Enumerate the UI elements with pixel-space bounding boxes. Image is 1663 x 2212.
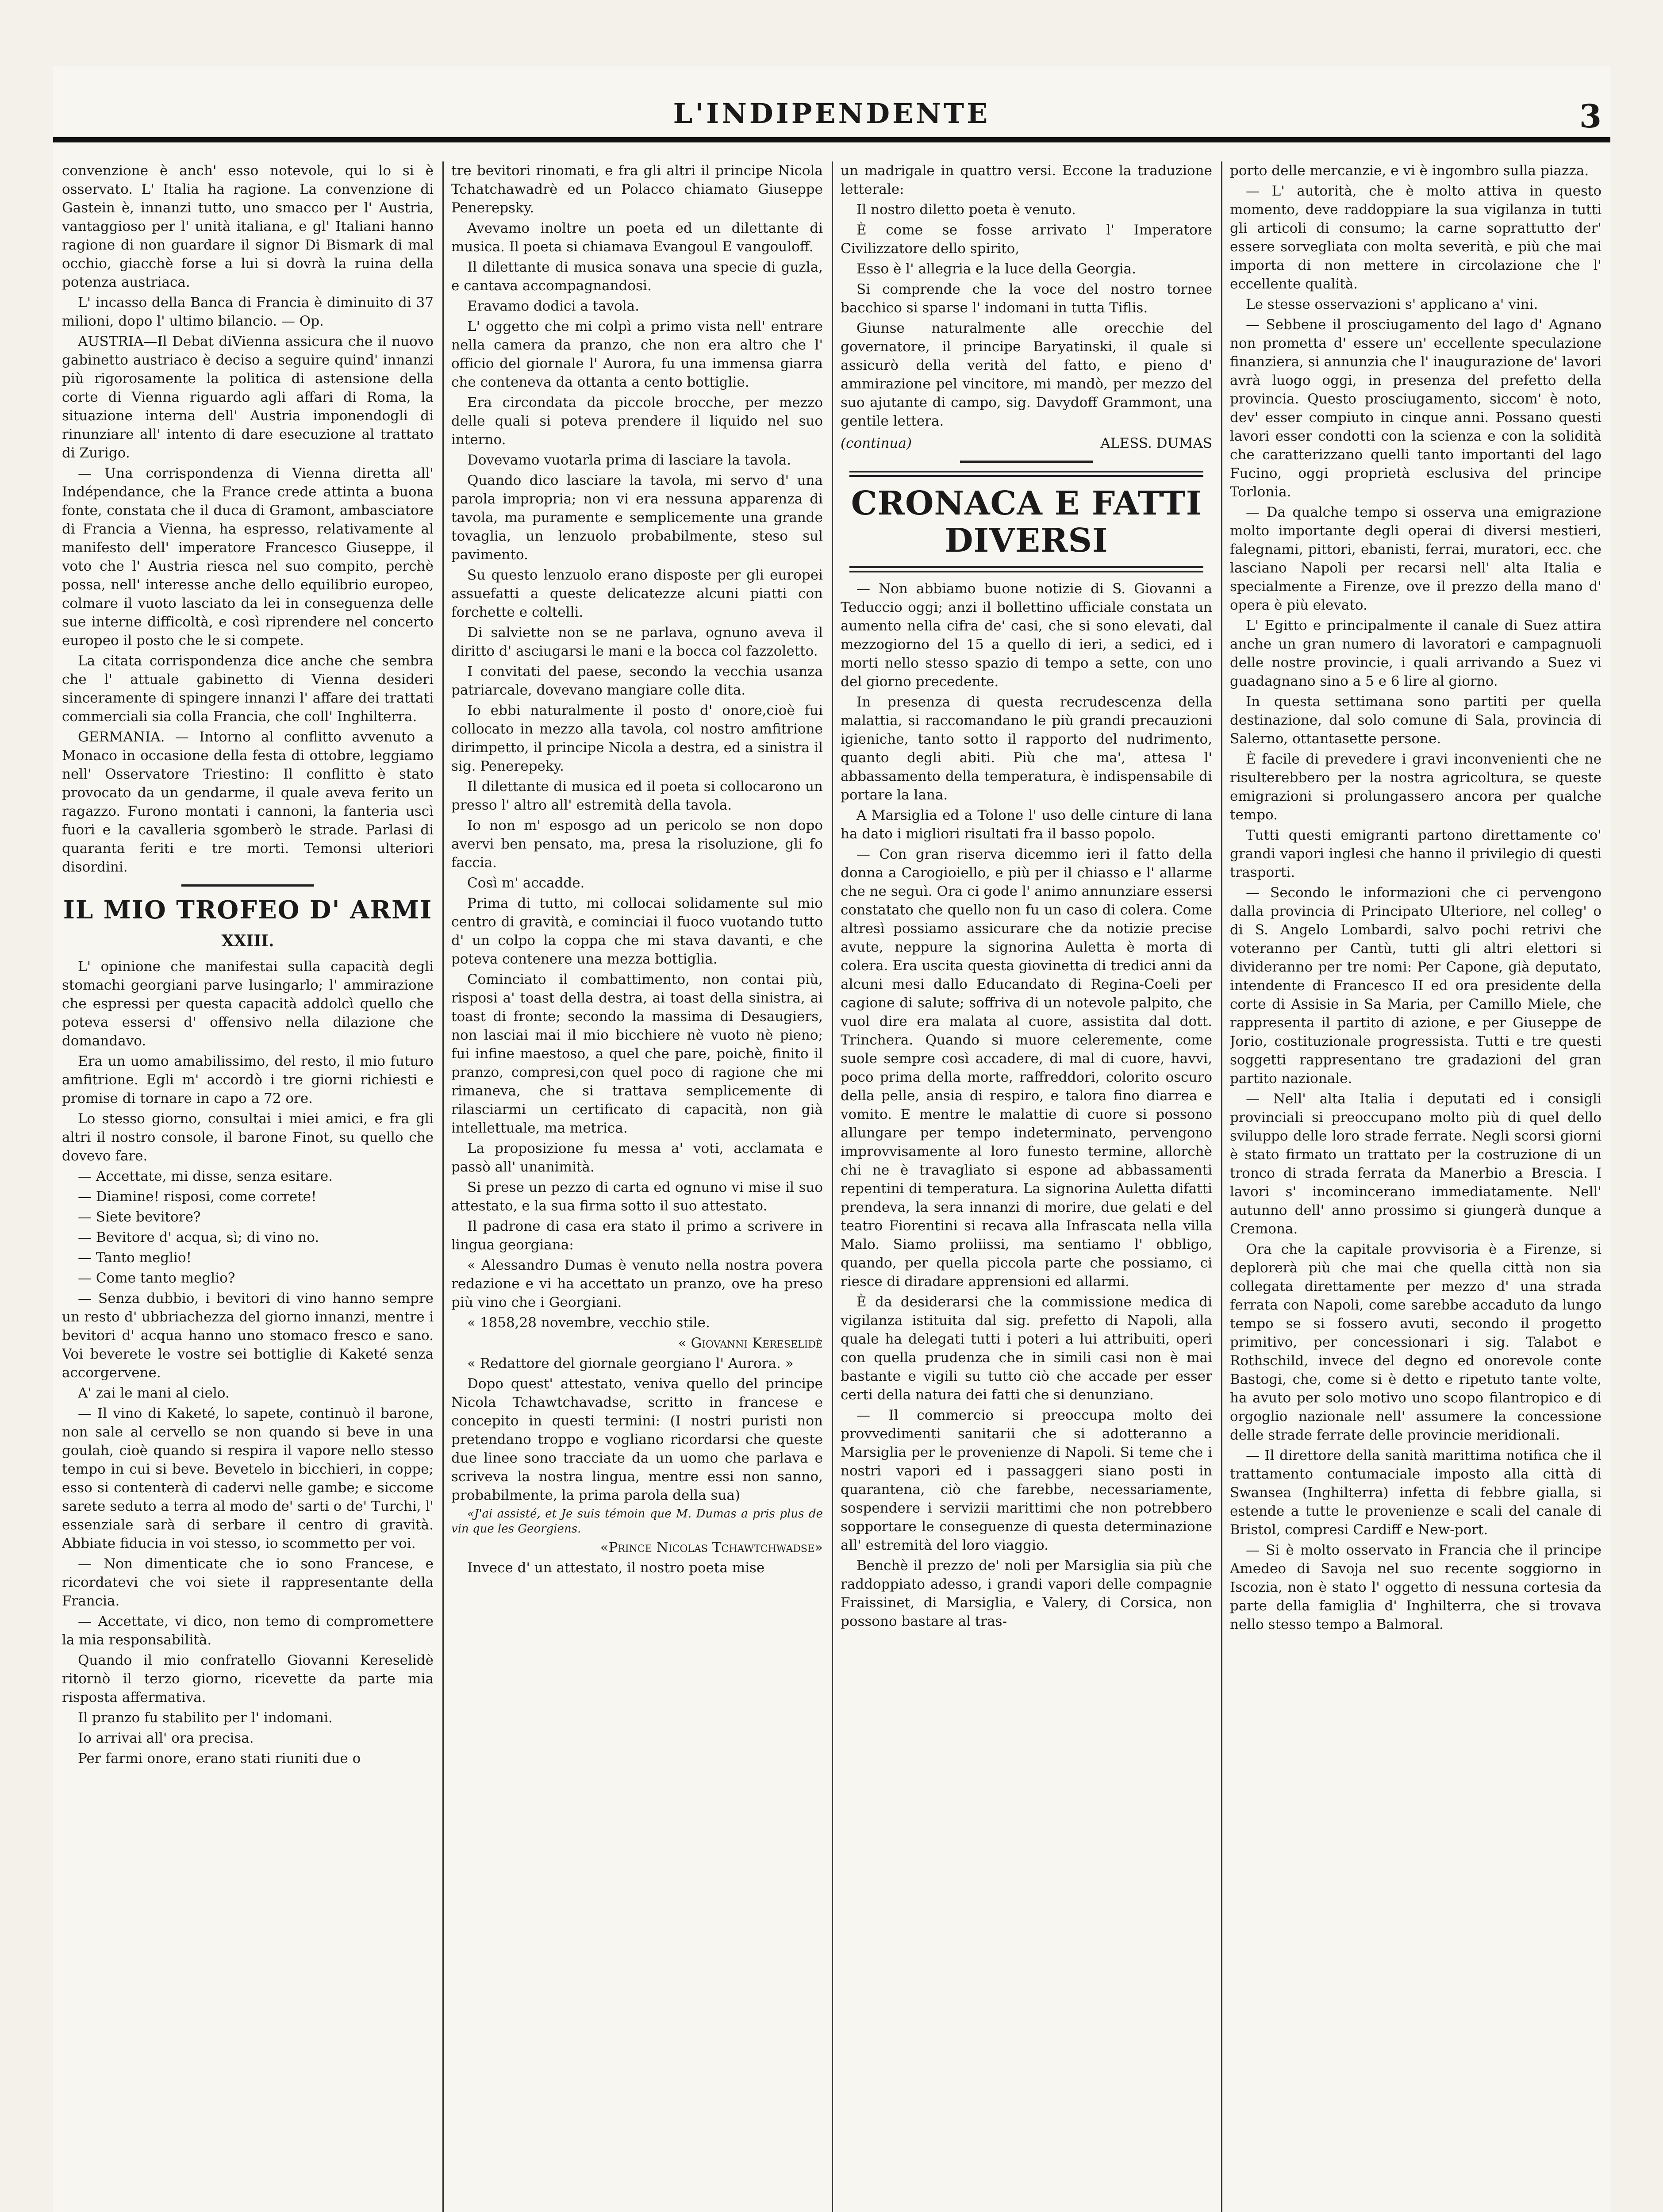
paragraph: convenzione è anch' esso notevole, qui lo si è osservato. L' Italia ha ragione. La convenzione di Gastein è, innanzi tutto, uno smacco per l' Austria, vantaggioso per l' unità italiana, e gl' Italiani hanno ragione di non guardare il signor Di Bismark di mal occhio, giacchè forse a lui si dovrà la ruina della potenza austriaca.: [62, 163, 434, 290]
paragraph: Quando il mio confratello Giovanni Kereselidè ritornò il terzo giorno, ricevette da parte mia risposta affermativa.: [62, 1652, 434, 1705]
paragraph: Era un uomo amabilissimo, del resto, il mio futuro amfitrione. Egli m' accordò i tre giorni richiesti e promise di tornare in capo a 72 ore.: [62, 1053, 434, 1106]
verse-line: Il nostro diletto poeta è venuto.: [856, 202, 1076, 218]
quoted-attestation: « Alessandro Dumas è venuto nella nostra povera redazione e vi ha accettato un pranzo, ove ha preso più vino che i Georgiani.: [451, 1257, 823, 1310]
paragraph: Il padrone di casa era stato il primo a scrivere in lingua georgiana:: [451, 1218, 823, 1253]
paragraph: Io arrivai all' ora precisa.: [78, 1730, 254, 1746]
masthead-rule: [53, 137, 1610, 142]
paragraph: Si comprende che la voce del nostro tornee bacchico si sparse l' indomani in tutta Tiflis.: [841, 281, 1212, 316]
feuilleton-headline: IL MIO TROFEO D' ARMI: [63, 895, 433, 925]
paragraph: — Senza dubbio, i bevitori di vino hanno sempre un resto d' ubbriachezza del giorno innanzi, mentre i bevitori d' acqua hanno uno stomaco fresco e sano. Voi beverete le vostre sei bottiglie di Kaketé senza accorgervene.: [62, 1290, 434, 1381]
page-number: 3: [1579, 97, 1602, 135]
paragraph: Io ebbi naturalmente il posto d' onore,cioè fui collocato in mezzo alla tavola, col nostro amfitrione dirimpetto, il principe Nicola a destra, ed a sinistra il sig. Penerepeky.: [451, 703, 823, 774]
paragraph: Io non m' esposgo ad un pericolo se non dopo avervi ben pensato, ma, presa la risoluzione, gli fo faccia.: [451, 818, 823, 871]
paragraph: GERMANIA. — Intorno al conflitto avvenuto a Monaco in occasione della festa di ottobre, leggiamo nell' Osservatore Triestino: Il conflitto è stato provocato da un gendarme, il quale aveva ferito un ragazzo. Furono montati i cannoni, la fanteria uscì fuori e la cavalleria sgomberò le strade. Parlasi di quaranta feriti e tre morti. Temonsi ulteriori disordini.: [62, 729, 434, 875]
author-signature: ALESS. DUMAS: [1100, 435, 1212, 451]
paragraph: L' Egitto e principalmente il canale di Suez attira anche un gran numero di lavoratori e campagnuoli delle nostre provincie, i quali arrivando a Suez vi guadagnano sino a 5 e 6 lire al giorno.: [1230, 618, 1602, 689]
paragraph: Giunse naturalmente alle orecchie del governatore, il principe Baryatinski, il quale si assicurò della verità del fatto, e pieno d' ammirazione pel vincitore, mi mandò, per mezzo del suo ajutante di campo, sig. Davydoff Grammont, una gentile lettera.: [841, 320, 1212, 429]
dialogue-line: — Siete bevitore?: [78, 1209, 201, 1225]
paragraph: Si prese un pezzo di carta ed ognuno vi mise il suo attestato, e la sua firma sotto il suo attestato.: [451, 1179, 823, 1214]
masthead: [53, 88, 1610, 155]
paragraph: Eravamo dodici a tavola.: [467, 298, 639, 314]
paragraph: — Il commercio si preoccupa molto dei provvedimenti sanitarii che si adotteranno a Marsiglia per le provenienze di Napoli. Si teme che i nostri vapori ed i passaggeri siano posti in quarantena, ciò che farebbe, necessariamente, sospendere i servizii marittimi che non potrebbero sopportare le conseguenze di questa determinazione all' estremità del loro viaggio.: [841, 1407, 1212, 1553]
signature-title: « Redattore del giornale georgiano l' Aurora. »: [467, 1356, 794, 1371]
verse-line: Esso è l' allegria e la luce della Georgia.: [856, 261, 1136, 277]
paragraph: In presenza di questa recrudescenza della malattia, si raccomandano le più grandi precauzioni igieniche, tanto sotto il rapporto del nudrimento, quanto degli abiti. Più che ma', attesa l' abbassamento della temperatura, è indispensabile di portare la lana.: [841, 694, 1212, 803]
paragraph: Il dilettante di musica ed il poeta si collocarono un presso l' altro all' estremità della tavola.: [451, 779, 823, 813]
column-divider: [1221, 161, 1222, 2212]
paragraph: Avevamo inoltre un poeta ed un dilettante di musica. Il poeta si chiamava Evangoul E vangouloff.: [451, 220, 823, 255]
continua-label: (continua): [841, 435, 912, 451]
paragraph: Lo stesso giorno, consultai i miei amici, e fra gli altri il nostro console, il barone Finot, su quello che dovevo fare.: [62, 1111, 434, 1164]
paragraph: Per farmi onore, erano stati riuniti due o: [78, 1751, 361, 1767]
paragraph: La proposizione fu messa a' voti, acclamata e passò all' unanimità.: [451, 1141, 823, 1175]
section-divider: [181, 884, 314, 887]
cronaca-headline: CRONACA E FATTI DIVERSI: [851, 484, 1202, 560]
column-divider: [442, 161, 444, 2212]
column-4: [1230, 161, 1602, 2212]
paragraph: — Una corrispondenza di Vienna diretta all' Indépendance, che la France crede attinta a buona fonte, constata che il duca di Gramont, ambasciatore di Francia a Vienna, ha espresso, relativamente al manifesto dell' imperatore Francesco Giuseppe, il voto che l' Austria riesca nel suo compito, perchè possa, nell' interesse anche dello equilibrio europeo, colmare il vuoto lasciato da lei in conseguenza delle sue interne difficoltà, e così riprendere nel concerto europeo il posto che le si compete.: [62, 465, 434, 649]
paragraph: L' oggetto che mi colpì a primo vista nell' entrare nella camera da pranzo, che non era altro che l' officio del giornale l' Aurora, fu una immensa giarra che conteneva da ottanta a cento bottiglie.: [451, 319, 823, 390]
newspaper-title: L'INDIPENDENTE: [673, 97, 991, 130]
continuation-line: [841, 434, 1212, 453]
dialogue-line: — Come tanto meglio?: [78, 1270, 235, 1286]
paragraph: In questa settimana sono partiti per quella destinazione, dal solo comune di Sala, provincia di Salerno, ottantasette persone.: [1230, 694, 1602, 747]
paragraph: L' incasso della Banca di Francia è diminuito di 37 milioni, dopo l' ultimo bilancio. — Op.: [62, 295, 434, 329]
paragraph: porto delle mercanzie, e vi è ingombro sulla piazza.: [1230, 163, 1589, 179]
paragraph: Prima di tutto, mi collocai solidamente sul mio centro di gravità, e cominciai il fuoco vuotando tutto d' un colpo la coppa che mi stava davanti, e che poteva contenere una mezza bottiglia.: [451, 895, 823, 967]
headline-rule: [849, 471, 1203, 477]
column-2: [451, 161, 823, 2212]
paragraph: — Accettate, vi dico, non temo di compromettere la mia responsabilità.: [62, 1613, 434, 1648]
paragraph: — Si è molto osservato in Francia che il principe Amedeo di Savoja nel suo recente soggiorno in Iscozia, non è stato l' oggetto di nessuna cortesia da parte della famiglia d' Inghilterra, che si trovava nello stesso tempo a Balmoral.: [1230, 1542, 1602, 1632]
dialogue-line: — Tanto meglio!: [78, 1250, 192, 1266]
paragraph: Il pranzo fu stabilito per l' indomani.: [78, 1710, 333, 1726]
paragraph: La citata corrispondenza dice anche che sembra che l' attuale gabinetto di Vienna desideri sinceramente di spingere innanzi l' affare dei trattati commerciali sia colla Francia, che coll' Inghilterra.: [62, 653, 434, 725]
paragraph: — Secondo le informazioni che ci pervengono dalla provincia di Principato Ulteriore, nel colleg' o di S. Angelo Lombardi, salvo pochi retrivi che voteranno per Cantù, tutti gli altri elettori si divideranno per tre nomi: Per Capone, già deputato, intendente di Francesco II ed ora presidente della corte di Assisie in Sa Maria, per Camillo Miele, che rappresenta il partito di azione, e per Giuseppe de Jorio, costituzionale progressista. Tutti e tre questi soggetti rappresentano tre gradazioni del gran partito nazionale.: [1230, 885, 1602, 1087]
paragraph: Di salviette non se ne parlava, ognuno aveva il diritto d' asciugarsi le mani e la bocca col fazzoletto.: [451, 625, 823, 659]
paragraph: — Con gran riserva dicemmo ieri il fatto della donna a Carogioiello, e più per il chiasso e l' allarme che ne seguì. Ora ci gode l' animo annunziare essersi constatato che quello non fu un caso di colera. Come altresì possiamo assicurare che da notizie precise avute, neppure la signorina Auletta è morta di colera. Era uscita questa giovinetta di tredici anni da alcuni mesi dallo Educandato di Regina-Coeli per cagione di salute; soffriva di un notevole palpito, che vuol dire era malata al cuore, assistita dal dott. Trinchera. Quando si muore celeremente, come suole sempre così accadere, di mal di cuore, havvi, poco prima della morte, raffreddori, colorito oscuro della pelle, ansia di respiro, e talora fino diarrea e vomito. E mentre le malattie di cuore si possono allungare per tempo indeterminato, pervengono improvvisamente al loro funesto termine, allorchè chi ne è travagliato si espone ad abbassamenti repentini di temperatura. La signorina Auletta difatti prendeva, la sera innanzi di morire, due gelati e del teatro Fiorentini si recava alla Infrascata nella villa Malo. Siamo proliissi, ma sentiamo l' obbligo, quando, per quella piccola parte che possiamo, ci riesce di diradare apprensioni ed allarmi.: [841, 846, 1212, 1290]
paragraph: Il dilettante di musica sonava una specie di guzla, e cantava accompagnandosi.: [451, 259, 823, 294]
signature-tchawtchwadse: «Prince Nicolas Tchawtchwadse»: [600, 1540, 823, 1555]
paragraph: Dopo quest' attestato, veniva quello del principe Nicola Tchawtchavadse, scritto in francese e concepito in questi termini: (I nostri puristi non pretendano troppo e vogliano ricordarsi che queste due linee sono tracciate da un uomo che parlava e scriveva la nostra lingua, mentre essi non sanno, probabilmente, la prima parola della sua): [451, 1376, 823, 1503]
paragraph: Era circondata da piccole brocche, per mezzo delle quali si poteva prendere il liquido nel suo interno.: [451, 395, 823, 448]
verse-line: È come se fosse arrivato l' Imperatore Civilizzatore dello spirito,: [841, 222, 1212, 257]
paragraph: Dovevamo vuotarla prima di lasciare la tavola.: [467, 452, 791, 468]
paragraph: Su questo lenzuolo erano disposte per gli europei assuefatti a queste delicatezze alcuni piatti con forchette e coltelli.: [451, 567, 823, 620]
paragraph: — Sebbene il prosciugamento del lago d' Agnano non prometta d' essere un' eccellente speculazione finanziera, si annunzia che l' inaugurazione de' lavori avrà luogo oggi, in presenza del prefetto della provincia. Questo prosciugamento, siccom' è noto, dev' esser compiuto in cinque anni. Possano questi lavori esser condotti con la scienza e con la solidità che caratterizzano quelli tanto importanti del lago Fucino, oggi proprietà esclusiva del principe Torlonia.: [1230, 317, 1602, 500]
paragraph: Invece d' un attestato, il nostro poeta mise: [467, 1560, 765, 1576]
paragraph: A Marsiglia ed a Tolone l' uso delle cinture di lana ha dato i migliori risultati fra il basso popolo.: [841, 807, 1212, 842]
dialogue-line: — Accettate, mi disse, senza esitare.: [78, 1168, 333, 1184]
column-divider: [832, 161, 833, 2212]
french-quote: «J'ai assisté, et Je suis témoin que M. Dumas a pris plus de vin que les Georgiens.: [451, 1507, 823, 1536]
paragraph: AUSTRIA—Il Debat diVienna assicura che il nuovo gabinetto austriaco è deciso a seguire quind' innanzi più rigorosamente la politica di astensione della corte di Vienna riguardo agli affari di Roma, la situazione interna dell' Austria imponendogli di rinunziare all' intento di dare esecuzione al trattato di Zurigo.: [62, 334, 434, 461]
paragraph: Cominciato il combattimento, non contai più, risposi a' toast della destra, ai toast della sinistra, ai toast di fronte; secondo la massima di Desaugiers, non lasciai mai il mio bicchiere nè vuoto nè pieno; fui infine maestoso, a quel che pare, poichè, finito il pranzo, compresi,con quel poco di ragione che mi rimaneva, che si trattava semplicemente di rilasciarmi un certificato di capacità, non già intellettuale, ma metrica.: [451, 972, 823, 1136]
paragraph: Ora che la capitale provvisoria è a Firenze, si deplorerà più che mai che quella città non sia collegata direttamente per mezzo d' una strada ferrata con Napoli, come sarebbe accaduto da lungo tempo se si fossero avuti, secondo il progetto primitivo, per concessionari i sig. Talabot e Rothschild, invece del degno ed onorevole conte Bastogi, che, come si è detto e ripetuto tante volte, ha avuto per solo motivo uno scopo filantropico e di orgoglio nazionale nell' assumere la concessione delle strade ferrate delle provincie meridionali.: [1230, 1241, 1602, 1443]
paragraph: — Nell' alta Italia i deputati ed i consigli provinciali si preoccupano molto più di quel dello sviluppo delle loro strade ferrate. Negli scorsi giorni è stato firmato un trattato per la costruzione di un tronco di strada ferrata da Manerbio a Brescia. I lavori s' incomincerano immediatamente. Nell' autunno dell' anno prossimo si giungerà dunque a Cremona.: [1230, 1091, 1602, 1237]
dialogue-line: — Bevitore d' acqua, sì; di vino no.: [78, 1229, 319, 1245]
paragraph: — Non abbiamo buone notizie di S. Giovanni a Teduccio oggi; anzi il bollettino ufficiale constata un aumento nella cifra de' casi, che si sono elevati, dal mezzogiorno del 15 a quello di ieri, a sedici, ed i morti nello stesso spazio di tempo a sette, con uno del giorno precedente.: [841, 581, 1212, 690]
paragraph: — Il direttore della sanità marittima notifica che il trattamento contumaciale imposto alla città di Swansea (Inghilterra) infetta di febbre gialla, si estende a tutte le provenienze e scali del canale di Bristol, compresi Cardiff e New-port.: [1230, 1448, 1602, 1538]
paragraph: — Non dimenticate che io sono Francese, e ricordatevi che voi siete il rappresentante della Francia.: [62, 1556, 434, 1609]
paragraph: Tutti questi emigranti partono direttamente co' grandi vapori inglesi che hanno il privilegio di questi trasporti.: [1230, 827, 1602, 880]
quoted-date: « 1858,28 novembre, vecchio stile.: [467, 1315, 710, 1331]
paragraph: A' zai le mani al cielo.: [78, 1385, 230, 1401]
paragraph: I convitati del paese, secondo la vecchia usanza patriarcale, dovevano mangiare colle dita.: [451, 664, 823, 698]
paragraph: un madrigale in quattro versi. Eccone la traduzione letterale:: [841, 163, 1212, 197]
section-divider: [960, 461, 1093, 463]
dialogue-line: — Diamine! risposi, come correte!: [78, 1189, 317, 1205]
chapter-number: XXIII.: [221, 932, 274, 950]
signature-kereselide: « Giovanni Kereselidè: [678, 1335, 823, 1351]
column-3: [841, 161, 1212, 2212]
paragraph: Così m' accadde.: [467, 875, 585, 891]
headline-rule: [849, 566, 1203, 572]
paragraph: Benchè il prezzo de' noli per Marsiglia sia più che raddoppiato adesso, i grandi vapori delle compagnie Fraissinet, di Marsiglia, e Valery, di Corsica, non possono bastare al tras-: [841, 1558, 1212, 1629]
paragraph: È facile di prevedere i gravi inconvenienti che ne risulterebbero per la nostra agricoltura, se queste emigrazioni si prolungassero ancora per qualche tempo.: [1230, 751, 1602, 823]
column-1: [62, 161, 434, 2212]
paragraph: tre bevitori rinomati, e fra gli altri il principe Nicola Tchatchawadrè ed un Polacco chiamato Giuseppe Penerepsky.: [451, 163, 823, 216]
paragraph: È da desiderarsi che la commissione medica di vigilanza istituita dal sig. prefetto di Napoli, alla quale ha delegati tutti i poteri a lui attribuiti, operi con quella prudenza che in simili casi non è mai bastante e vigili su tutto ciò che accade per esser certi della natura dei fatti che si denunziano.: [841, 1294, 1212, 1403]
newspaper-page: [53, 66, 1610, 2212]
paragraph: Quando dico lasciare la tavola, mi servo d' una parola impropria; non vi era nessuna apparenza di tavola, ma puramente e semplicemente una grande tovaglia, un lenzuolo probabilmente, steso sul pavimento.: [451, 472, 823, 563]
paragraph: Le stesse osservazioni s' applicano a' vini.: [1246, 296, 1538, 312]
paragraph: — Il vino di Kaketé, lo sapete, continuò il barone, non sale al cervello se non quando si beve in una goulah, cioè quando si respira il vapore nello stesso tempo in cui si beve. Bevetelo in bicchieri, in coppe; esso si contenterà di cadervi nelle gambe; e siccome sarete seduto a terra al modo de' sarti o de' Turchi, l' essenziale sarà di serbare il centro di gravità. Abbiate fiducia in voi stesso, io scommetto per voi.: [62, 1406, 434, 1551]
paragraph: — Da qualche tempo si osserva una emigrazione molto importante degli operai di diversi mestieri, falegnami, pittori, ebanisti, ferrai, muratori, ecc. che lasciano Napoli per recarsi nell' alta Italia e specialmente a Firenze, ove il prezzo della mano d' opera è più elevato.: [1230, 504, 1602, 613]
paragraph: L' opinione che manifestai sulla capacità degli stomachi georgiani parve lusingarlo; l' ammirazione che espressi per questa capacità addolcì quello che poteva essersi d' offensivo nella dilazione che domandavo.: [62, 959, 434, 1049]
paragraph: — L' autorità, che è molto attiva in questo momento, deve raddoppiare la sua vigilanza in tutti gli articoli di consumo; la carne soprattutto der' essere sorvegliata con molta severità, e più che mai importa di non mettere in circolazione che l' eccellente qualità.: [1230, 183, 1602, 292]
